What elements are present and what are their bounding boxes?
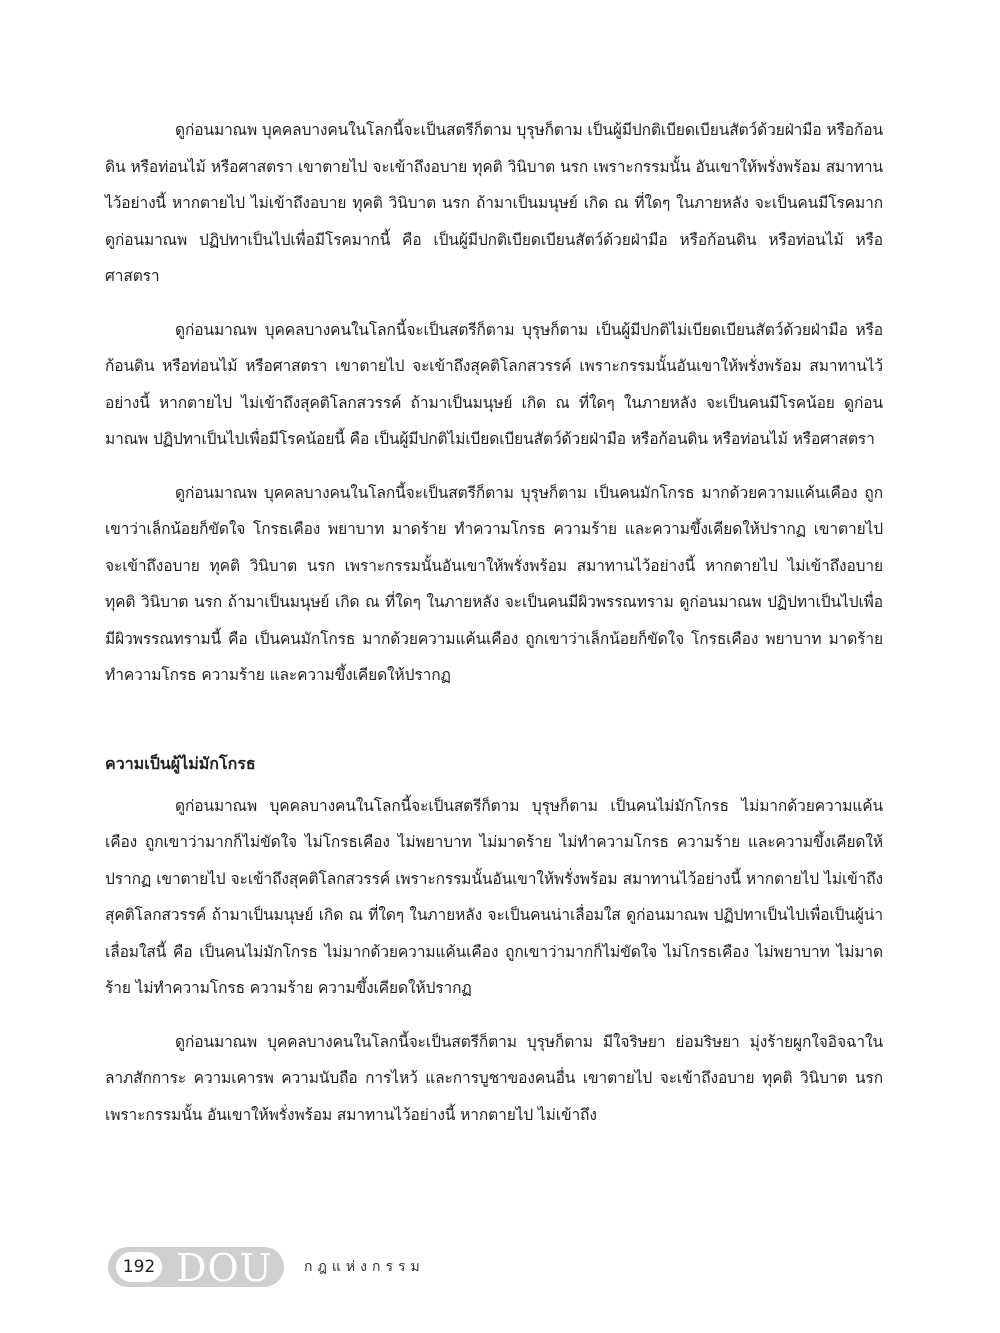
- page-footer: [108, 1246, 425, 1290]
- section-heading: ความเป็นผู้ไม่มักโกรธ: [105, 753, 256, 773]
- paragraph-1: ดูก่อนมาณพ บุคคลบางคนในโลกนี้จะเป็นสตรีก็ตาม บุรุษก็ตาม เป็นผู้มีปกติเบียดเบียนสัตว์ด้วยฝ่ามือ หรือก้อนดิน หรือท่อนไม้ หรือศาสตรา เขาตายไป จะเข้าถึงอบาย ทุคติ วินิบาต นรก เพราะกรรมนั้น อันเขาให้พรั่งพร้อม สมาทานไว้อย่างนี้ หากตายไป ไม่เข้าถึงอบาย ทุคติ วินิบาต นรก ถ้ามาเป็นมนุษย์ เกิด ณ ที่ใดๆ ในภายหลัง จะเป็นคนมีโรคมาก ดูก่อนมาณพ ปฏิปทาเป็นไปเพื่อมีโรคมากนี้ คือ เป็นผู้มีปกติเบียดเบียนสัตว์ด้วยฝ่ามือ หรือก้อนดิน หรือท่อนไม้ หรือศาสตรา: [105, 121, 883, 285]
- paragraph-3: ดูก่อนมาณพ บุคคลบางคนในโลกนี้จะเป็นสตรีก็ตาม บุรุษก็ตาม เป็นคนมักโกรธ มากด้วยความแค้นเคือง ถูกเขาว่าเล็กน้อยก็ขัดใจ โกรธเคือง พยาบาท มาดร้าย ทำความโกรธ ความร้าย และความขึ้งเคียดให้ปรากฏ เขาตายไป จะเข้าถึงอบาย ทุคติ วินิบาต นรก เพราะกรรมนั้นอันเขาให้พรั่งพร้อม สมาทานไว้อย่างนี้ หากตายไป ไม่เข้าถึงอบาย ทุคติ วินิบาต นรก ถ้ามาเป็นมนุษย์ เกิด ณ ที่ใดๆ ในภายหลัง จะเป็นคนมีผิวพรรณทราม ดูก่อนมาณพ ปฏิปทาเป็นไปเพื่อมีผิวพรรณทรามนี้ คือ เป็นคนมักโกรธ มากด้วยความแค้นเคือง ถูกเขาว่าเล็กน้อยก็ขัดใจ โกรธเคือง พยาบาท มาดร้าย ทำความโกรธ ความร้าย และความขึ้งเคียดให้ปรากฏ: [105, 483, 883, 684]
- dou-logo: DOU: [176, 1246, 273, 1290]
- book-title: กฎแห่งกรรม: [304, 1259, 425, 1275]
- paragraph-2: ดูก่อนมาณพ บุคคลบางคนในโลกนี้จะเป็นสตรีก็ตาม บุรุษก็ตาม เป็นผู้มีปกติไม่เบียดเบียนสัตว์ด้วยฝ่ามือ หรือก้อนดิน หรือท่อนไม้ หรือศาสตรา เขาตายไป จะเข้าถึงสุคติโลกสวรรค์ เพราะกรรมนั้นอันเขาให้พรั่งพร้อม สมาทานไว้อย่างนี้ หากตายไป ไม่เข้าถึงสุคติโลกสวรรค์ ถ้ามาเป็นมนุษย์ เกิด ณ ที่ใดๆ ในภายหลัง จะเป็นคนมีโรคน้อย ดูก่อนมาณพ ปฏิปทาเป็นไปเพื่อมีโรคน้อยนี้ คือ เป็นผู้มีปกติไม่เบียดเบียนสัตว์ด้วยฝ่ามือ หรือก้อนดิน หรือท่อนไม้ หรือศาสตรา: [105, 320, 883, 448]
- section-paragraph-2: ดูก่อนมาณพ บุคคลบางคนในโลกนี้จะเป็นสตรีก็ตาม บุรุษก็ตาม มีใจริษยา ย่อมริษยา มุ่งร้ายผูกใจอิจฉาในลาภสักการะ ความเคารพ ความนับถือ การไหว้ และการบูชาของคนอื่น เขาตายไป จะเข้าถึงอบาย ทุคติ วินิบาต นรก เพราะกรรมนั้น อันเขาให้พรั่งพร้อม สมาทานไว้อย่างนี้ หากตายไป ไม่เข้าถึง: [105, 1032, 883, 1124]
- page-body: [105, 112, 883, 1150]
- section-paragraph-1: ดูก่อนมาณพ บุคคลบางคนในโลกนี้จะเป็นสตรีก็ตาม บุรุษก็ตาม เป็นคนไม่มักโกรธ ไม่มากด้วยความแค้นเคือง ถูกเขาว่ามากก็ไม่ขัดใจ ไม่โกรธเคือง ไม่พยาบาท ไม่มาดร้าย ไม่ทำความโกรธ ความร้าย และความขึ้งเคียดให้ปรากฏ เขาตายไป จะเข้าถึงสุคติโลกสวรรค์ เพราะกรรมนั้นอันเขาให้พรั่งพร้อม สมาทานไว้อย่างนี้ หากตายไป ไม่เข้าถึงสุคติโลกสวรรค์ ถ้ามาเป็นมนุษย์ เกิด ณ ที่ใดๆ ในภายหลัง จะเป็นคนน่าเลื่อมใส ดูก่อนมาณพ ปฏิปทาเป็นไปเพื่อเป็นผู้น่าเลื่อมใสนี้ คือ เป็นคนไม่มักโกรธ ไม่มากด้วยความแค้นเคือง ถูกเขาว่ามากก็ไม่ขัดใจ ไม่โกรธเคือง ไม่พยาบาท ไม่มาดร้าย ไม่ทำความโกรธ ความร้าย ความขึ้งเคียดให้ปรากฏ: [105, 796, 883, 997]
- page-number: 192: [116, 1252, 162, 1282]
- footer-badge: [108, 1246, 284, 1290]
